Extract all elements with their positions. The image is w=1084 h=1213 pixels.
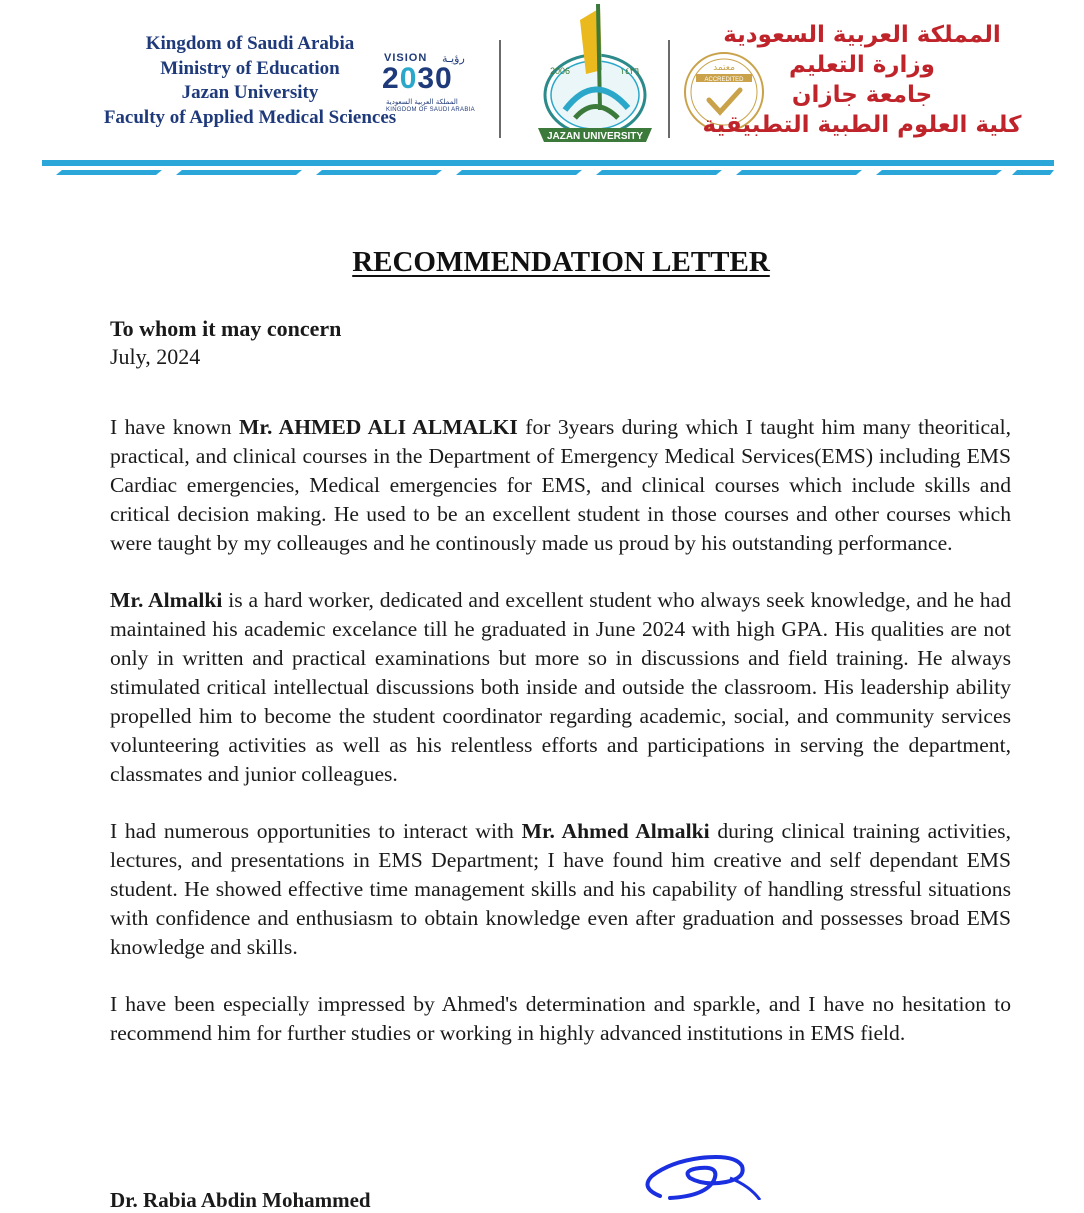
header-arabic-ministry: وزارة التعليم bbox=[789, 52, 935, 78]
p3-intro: I had numerous opportunities to interact with bbox=[110, 819, 522, 843]
signature-stroke bbox=[648, 1157, 743, 1198]
letter-body bbox=[110, 413, 1011, 1076]
logo-university-name: JAZAN UNIVERSITY bbox=[546, 131, 644, 142]
header-stripe-bar bbox=[42, 158, 1054, 178]
p3-text: during clinical training activities, lectures, and presentations in EMS Department; I have found him creative and self dependant EMS student. He showed effective time management skills and his capability of handling stressful situations with confidence and enthusiasm to obtain knowledge even after graduation and possesses broad EMS knowledge and skills. bbox=[110, 819, 1011, 959]
logo-mast bbox=[598, 4, 600, 110]
letter-title: RECOMMENDATION LETTER bbox=[352, 246, 770, 278]
paragraph-3 bbox=[110, 817, 1011, 962]
letter-salutation: To whom it may concern bbox=[110, 316, 342, 341]
vision-year-suffix: 30 bbox=[417, 62, 453, 95]
p2-text: is a hard worker, dedicated and excellent student who always seek knowledge, and he had maintained his academic excelance till he graduated in June 2024 with high GPA. His qualities are not only in written and practical examinations but more so in discussions and field training. He always stimulated critical intellectual discussions both inside and outside the classroom. His leadership ability propelled him to become the student coordinator regarding academic, social, and community services volunteering activities as well as his relentless efforts and participations in serving the department, classmates and junior colleagues. bbox=[110, 588, 1011, 786]
header-stripe-dashes bbox=[56, 170, 1054, 175]
logo-year-left: 2006 bbox=[550, 66, 571, 76]
accreditation-arabic: معتمد bbox=[713, 63, 735, 73]
paragraph-1 bbox=[110, 413, 1011, 558]
student-short-name: Mr. Almalki bbox=[110, 588, 223, 612]
accreditation-label: ACCREDITED bbox=[704, 77, 744, 83]
header-arabic-university: جامعة جازان bbox=[791, 82, 933, 108]
logo-year-right: ١٤٢٦ bbox=[620, 67, 640, 77]
handwritten-signature bbox=[630, 1148, 780, 1200]
header-line-university: Jazan University bbox=[181, 82, 319, 103]
header-divider-right bbox=[668, 40, 670, 138]
header-stripe-top bbox=[42, 160, 1054, 166]
signer-name-partial: Dr. Rabia Abdin Mohammed bbox=[110, 1188, 371, 1212]
header-line-ministry: Ministry of Education bbox=[160, 57, 340, 79]
vision-year bbox=[382, 62, 453, 96]
header-arabic-faculty: كلية العلوم الطبية التطبيقية bbox=[702, 112, 1022, 138]
paragraph-2 bbox=[110, 586, 1011, 789]
p1-intro: I have known bbox=[110, 415, 240, 439]
header-arabic-block bbox=[702, 20, 1022, 140]
header-line-kingdom: Kingdom of Saudi Arabia bbox=[145, 33, 355, 54]
p1-text: for 3years during which I taught him many theoritical, practical, and clinical courses in the Department of Emergency Medical Services(EMS) including EMS Cardiac emergencies, Medical emergencies for EMS, and clinical courses which include skills and critical decision making. He used to be an excellent student in those courses and other courses which were taught by my colleauges and he continously made us proud by his outstanding performance. bbox=[110, 415, 1012, 555]
vision-word: VISION bbox=[384, 52, 428, 64]
vision-arabic: رؤيـة bbox=[442, 52, 465, 65]
letter-date: July, 2024 bbox=[110, 344, 201, 369]
vision-year-mid: 0 bbox=[399, 62, 418, 95]
header-divider-left bbox=[499, 40, 501, 138]
header-line-faculty: Faculty of Applied Medical Sciences bbox=[103, 106, 397, 128]
paragraph-4: I have been especially impressed by Ahmed's determination and sparkle, and I have no hesitation to recommend him for further studies or working in highly advanced institutions in EMS field. bbox=[110, 992, 1011, 1045]
vision-2030-logo bbox=[380, 52, 490, 114]
header-arabic-kingdom: المملكة العربية السعودية bbox=[723, 22, 1001, 48]
vision-sub-english: KINGDOM OF SAUDI ARABIA bbox=[386, 107, 475, 113]
vision-year-prefix: 2 bbox=[382, 62, 400, 95]
jazan-university-logo bbox=[520, 0, 670, 155]
vision-sub-arabic: المملكة العربية السعودية bbox=[386, 98, 458, 106]
signature-tail bbox=[730, 1178, 760, 1200]
student-full-name: Mr. AHMED ALI ALMALKI bbox=[239, 415, 518, 439]
student-name: Mr. Ahmed Almalki bbox=[521, 819, 710, 843]
